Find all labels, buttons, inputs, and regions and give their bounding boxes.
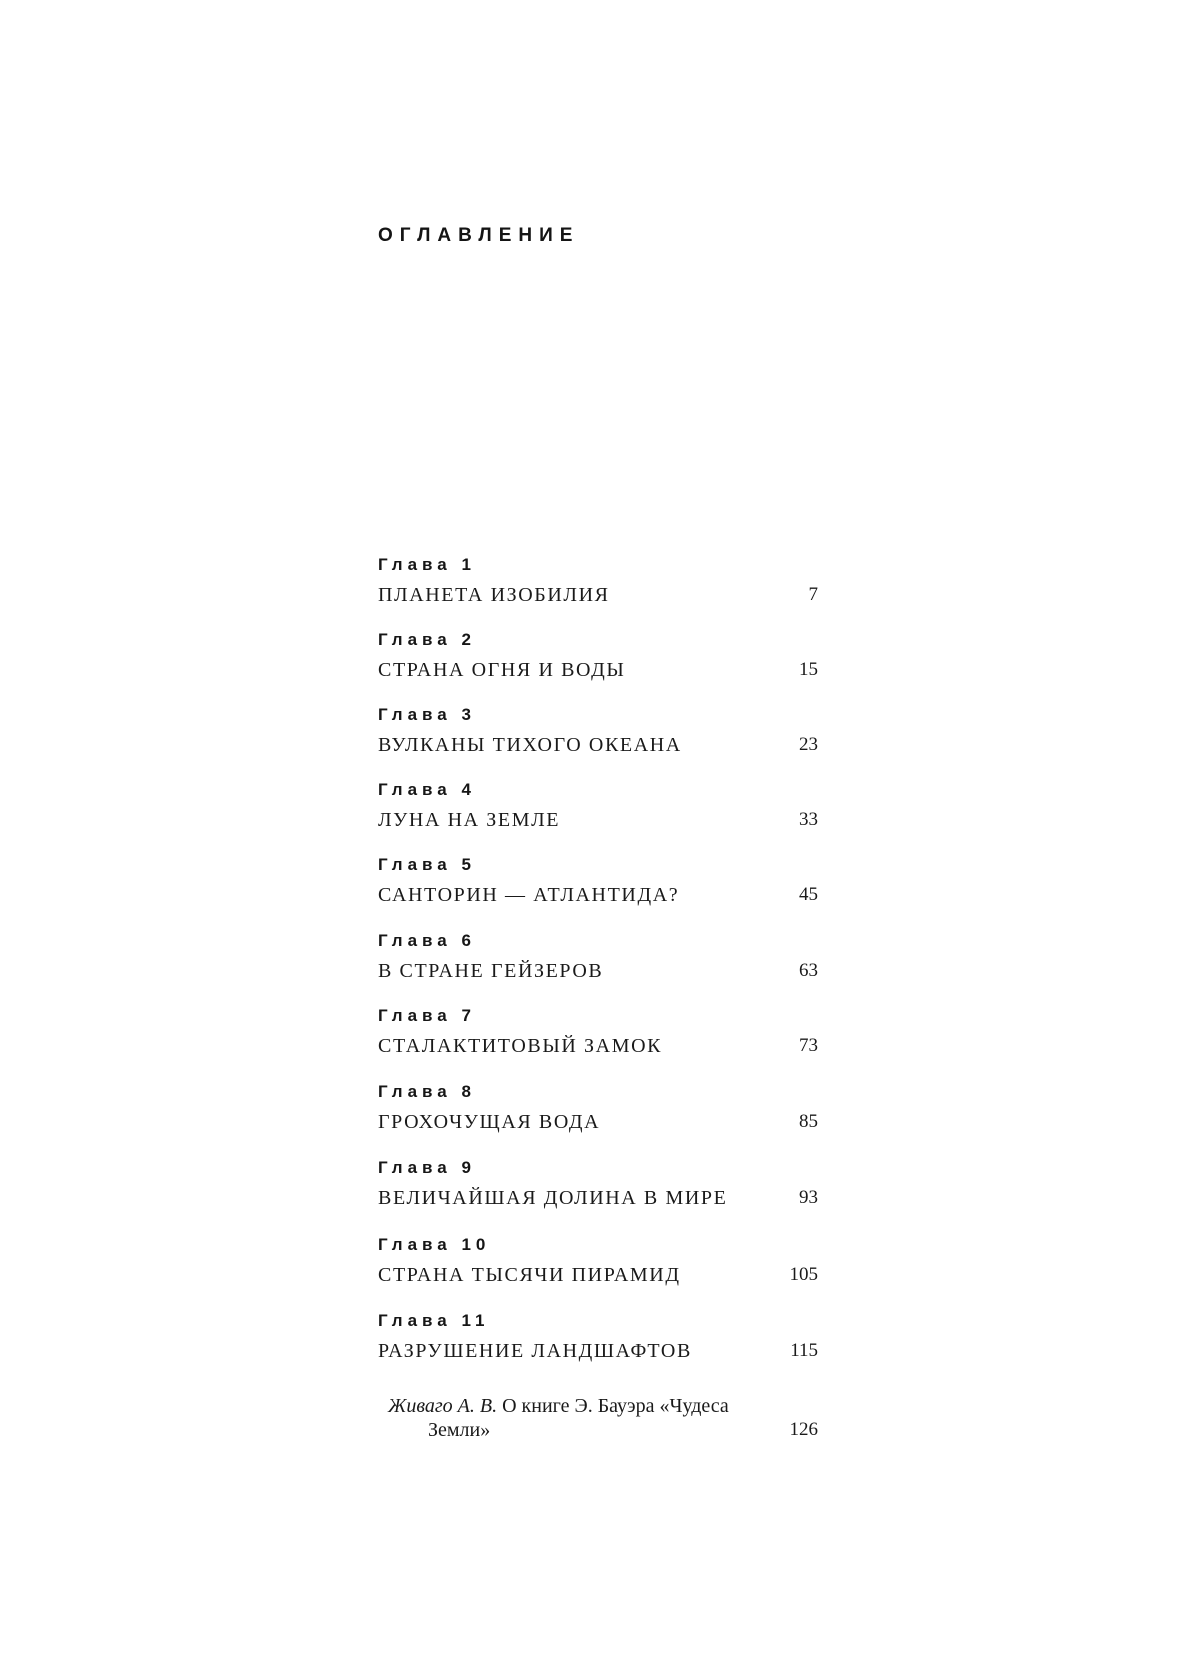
chapter-page-number: 33 [799, 809, 818, 830]
toc-heading: ОГЛАВЛЕНИЕ [378, 225, 580, 246]
afterword-title-line1 [388, 1395, 729, 1418]
chapter-label: Глава 10 [378, 1235, 491, 1254]
chapter-title: РАЗРУШЕНИЕ ЛАНДШАФТОВ [378, 1340, 692, 1362]
chapter-label: Глава 4 [378, 780, 476, 799]
chapter-label: Глава 9 [378, 1158, 476, 1177]
chapter-label: Глава 11 [378, 1311, 490, 1330]
afterword-page-number: 126 [789, 1419, 818, 1440]
chapter-title: СТАЛАКТИТОВЫЙ ЗАМОК [378, 1035, 663, 1057]
chapter-page-number: 23 [799, 734, 818, 755]
chapter-page-number: 63 [799, 960, 818, 981]
chapter-title: СТРАНА ОГНЯ И ВОДЫ [378, 659, 626, 681]
toc-entry-chapter-1[interactable] [378, 555, 818, 625]
chapter-page-number: 15 [799, 659, 818, 680]
afterword-title: О книге Э. Бауэра «Чудеса [502, 1395, 729, 1417]
toc-entry-chapter-10[interactable] [378, 1235, 818, 1305]
chapter-title: ГРОХОЧУЩАЯ ВОДА [378, 1111, 601, 1133]
chapter-page-number: 85 [799, 1111, 818, 1132]
toc-entry-chapter-11[interactable] [378, 1311, 818, 1381]
toc-entry-chapter-8[interactable] [378, 1082, 818, 1152]
chapter-label: Глава 5 [378, 855, 476, 874]
toc-entry-chapter-2[interactable] [378, 630, 818, 700]
chapter-page-number: 93 [799, 1187, 818, 1208]
chapter-label: Глава 2 [378, 630, 476, 649]
chapter-page-number: 45 [799, 884, 818, 905]
chapter-label: Глава 1 [378, 555, 476, 574]
toc-entry-chapter-4[interactable] [378, 780, 818, 850]
chapter-page-number: 115 [790, 1340, 818, 1361]
chapter-title: ЛУНА НА ЗЕМЛЕ [378, 809, 561, 831]
chapter-label: Глава 6 [378, 931, 476, 950]
chapter-page-number: 73 [799, 1035, 818, 1056]
chapter-label: Глава 3 [378, 705, 476, 724]
afterword-author: Живаго А. В. [388, 1395, 498, 1417]
chapter-page-number: 105 [789, 1264, 818, 1285]
toc-entry-chapter-3[interactable] [378, 705, 818, 775]
chapter-title: СТРАНА ТЫСЯЧИ ПИРАМИД [378, 1264, 681, 1286]
chapter-page-number: 7 [808, 584, 818, 605]
chapter-title: САНТОРИН — АТЛАНТИДА? [378, 884, 680, 906]
afterword-title-line2: Земли» [428, 1419, 491, 1441]
toc-entry-chapter-5[interactable] [378, 855, 818, 925]
chapter-title: ПЛАНЕТА ИЗОБИЛИЯ [378, 584, 610, 606]
toc-entry-afterword[interactable] [388, 1395, 818, 1455]
toc-entry-chapter-6[interactable] [378, 931, 818, 1001]
toc-entry-chapter-9[interactable] [378, 1158, 818, 1228]
chapter-title: ВУЛКАНЫ ТИХОГО ОКЕАНА [378, 734, 682, 756]
chapter-title: ВЕЛИЧАЙШАЯ ДОЛИНА В МИРЕ [378, 1187, 728, 1209]
chapter-label: Глава 7 [378, 1006, 476, 1025]
chapter-title: В СТРАНЕ ГЕЙЗЕРОВ [378, 960, 604, 982]
chapter-label: Глава 8 [378, 1082, 476, 1101]
toc-entry-chapter-7[interactable] [378, 1006, 818, 1076]
